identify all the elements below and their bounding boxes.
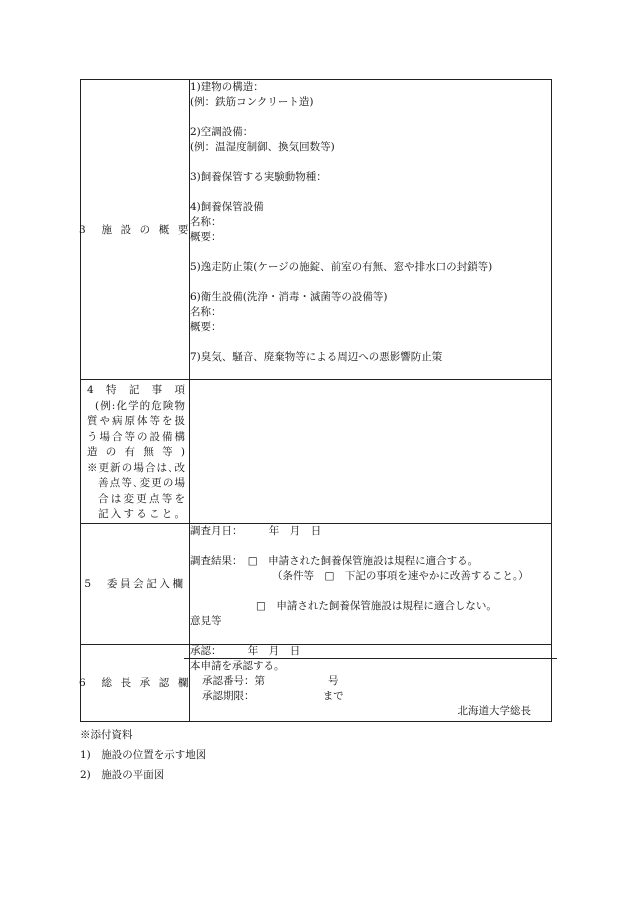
special-notes-label-line: (例:化学的危険物	[95, 399, 185, 412]
special-notes-label-line: 記入すること。	[98, 508, 185, 520]
opinion-label: 意見等	[190, 614, 222, 627]
animal-species-line: 3)飼養保管する実験動物種：	[190, 171, 327, 183]
aircon-line: 2)空調設備：	[190, 126, 254, 138]
structure-line: 1)建物の構造：	[190, 81, 264, 93]
approval-statement: 本申請を承認する。	[190, 659, 285, 672]
housing-equipment-line: 4)飼養保管設備	[190, 201, 264, 213]
housing-summary-field: 概要：	[190, 231, 222, 243]
committee-label: 5 委員会記入欄	[84, 578, 186, 590]
special-notes-label-line: 4 特 記 事 項	[87, 384, 185, 396]
committee-content	[190, 523, 552, 644]
special-notes-content[interactable]	[190, 380, 552, 524]
housing-name-field: 名称：	[190, 216, 222, 228]
facility-overview-label: 3 施 設 の 概 要	[79, 224, 191, 236]
attachment-item: 2) 施設の平面図	[80, 769, 165, 781]
survey-not-conform-line: □ 申請された飼養保管施設は規程に適合しない。	[256, 599, 497, 612]
survey-result-line: 調査結果： □ 申請された飼養保管施設は規程に適合する。	[190, 554, 479, 567]
special-notes-row	[81, 380, 552, 524]
approval-period-line: 承認期限： まで	[202, 689, 344, 702]
special-notes-label-line: 合は変更点等を	[98, 492, 185, 505]
president-approval-row	[81, 644, 552, 721]
sanitation-summary-field: 概要：	[190, 321, 222, 333]
attachments-title: ※添付資料	[80, 729, 133, 741]
approval-label-cell	[81, 644, 190, 721]
special-notes-label-line: ※更新の場合は､改	[87, 461, 185, 474]
special-notes-label-line: 造 の 有 無 等 )	[87, 446, 185, 458]
survey-date-line: 調査月日： 年 月 日	[190, 524, 322, 537]
approval-label: 6 総 長 承 認 欄	[79, 677, 191, 689]
president-signature: 北海道大学総長	[457, 704, 531, 717]
aircon-example: (例：温湿度制御、換気回数等)	[190, 141, 335, 153]
special-notes-label-line: 善点等､変更の場	[98, 477, 185, 489]
approval-number-line: 承認番号：第 号	[202, 674, 339, 687]
committee-label-cell	[81, 523, 190, 644]
facility-overview-row	[81, 80, 552, 380]
approval-date-line: 承認： 年 月 日	[184, 642, 557, 659]
special-notes-label	[81, 380, 190, 524]
sanitation-line: 6)衛生設備(洗浄・消毒・滅菌等の設備等)	[190, 291, 388, 303]
approval-content	[190, 644, 552, 721]
committee-row	[81, 523, 552, 644]
facility-application-table	[80, 79, 552, 722]
attachment-item: 1) 施設の位置を示す地図	[80, 749, 207, 761]
sanitation-name-field: 名称：	[190, 306, 222, 318]
survey-condition-line: （条件等 □ 下記の事項を速やかに改善すること。）	[272, 569, 529, 582]
facility-overview-content	[190, 80, 552, 380]
attachments-section	[80, 725, 206, 785]
escape-prevention-line: 5)逸走防止策(ケージの施錠、前室の有無、窓や排水口の封鎖等)	[190, 261, 493, 273]
special-notes-label-line: う場合等の設備構	[87, 430, 185, 443]
nuisance-prevention-line: 7)臭気、騒音、廃棄物等による周辺への悪影響防止策	[190, 351, 443, 363]
structure-example: (例：鉄筋コンクリート造)	[190, 96, 314, 108]
special-notes-label-line: 質や病原体等を扱	[87, 415, 185, 427]
facility-overview-label-cell	[81, 80, 190, 380]
